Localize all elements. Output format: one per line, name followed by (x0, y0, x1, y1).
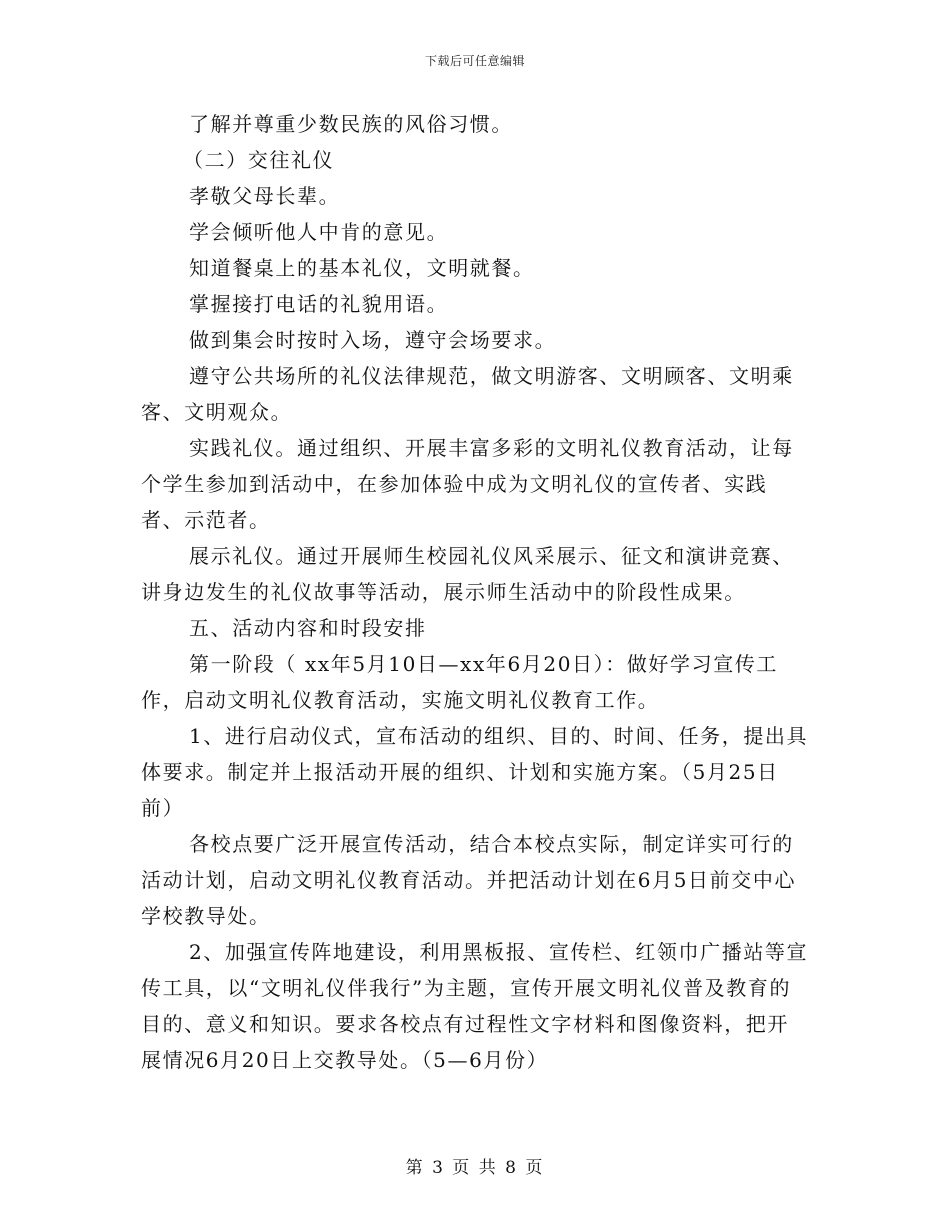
document-body (141, 106, 809, 1078)
paragraph: 展示礼仪。通过开展师生校园礼仪风采展示、征文和演讲竞赛、讲身边发生的礼仪故事等活动，展示师生活动中的阶段性成果。 (141, 544, 794, 604)
paragraph: 第一阶段（ xx年5月10日—xx年6月20日）：做好学习宣传工作，启动文明礼仪教育活动，实施文明礼仪教育工作。 (141, 652, 779, 712)
paragraph: 2、加强宣传阵地建设，利用黑板报、宣传栏、红领巾广播站等宣传工具，以“文明礼仪伴我行”为主题，宣传开展文明礼仪普及教育的目的、意义和知识。要求各校点有过程性文字材料和图像资料，把开展情况6月20日上交教导处。（5—6月份） (141, 940, 809, 1072)
paragraph: 各校点要广泛开展宣传活动，结合本校点实际，制定详实可行的活动计划，启动文明礼仪教育活动。并把活动计划在6月5日前交中心学校教导处。 (141, 832, 797, 928)
paragraph: 1、进行启动仪式，宣布活动的组织、目的、时间、任务，提出具体要求。制定并上报活动开展的组织、计划和实施方案。（5月25日前） (141, 724, 809, 820)
paragraph: 了解并尊重少数民族的风俗习惯。 (189, 112, 513, 136)
paragraph: 遵守公共场所的礼仪法律规范，做文明游客、文明顾客、文明乘客、文明观众。 (141, 364, 794, 424)
page-header: 下载后可任意编辑 (424, 54, 525, 68)
paragraph: 掌握接打电话的礼貌用语。 (189, 292, 449, 316)
paragraph: 知道餐桌上的基本礼仪，文明就餐。 (189, 256, 535, 280)
page-footer: 第 3 页 共 8 页 (405, 1158, 545, 1178)
paragraph: 实践礼仪。通过组织、开展丰富多彩的文明礼仪教育活动，让每个学生参加到活动中，在参加体验中成为文明礼仪的宣传者、实践者、示范者。 (141, 436, 794, 532)
paragraph: 学会倾听他人中肯的意见。 (189, 220, 449, 244)
paragraph: 做到集会时按时入场，遵守会场要求。 (189, 328, 557, 352)
section-heading: 五、活动内容和时段安排 (189, 616, 427, 640)
section-heading: （二）交往礼仪 (183, 148, 335, 172)
paragraph: 孝敬父母长辈。 (189, 184, 341, 208)
